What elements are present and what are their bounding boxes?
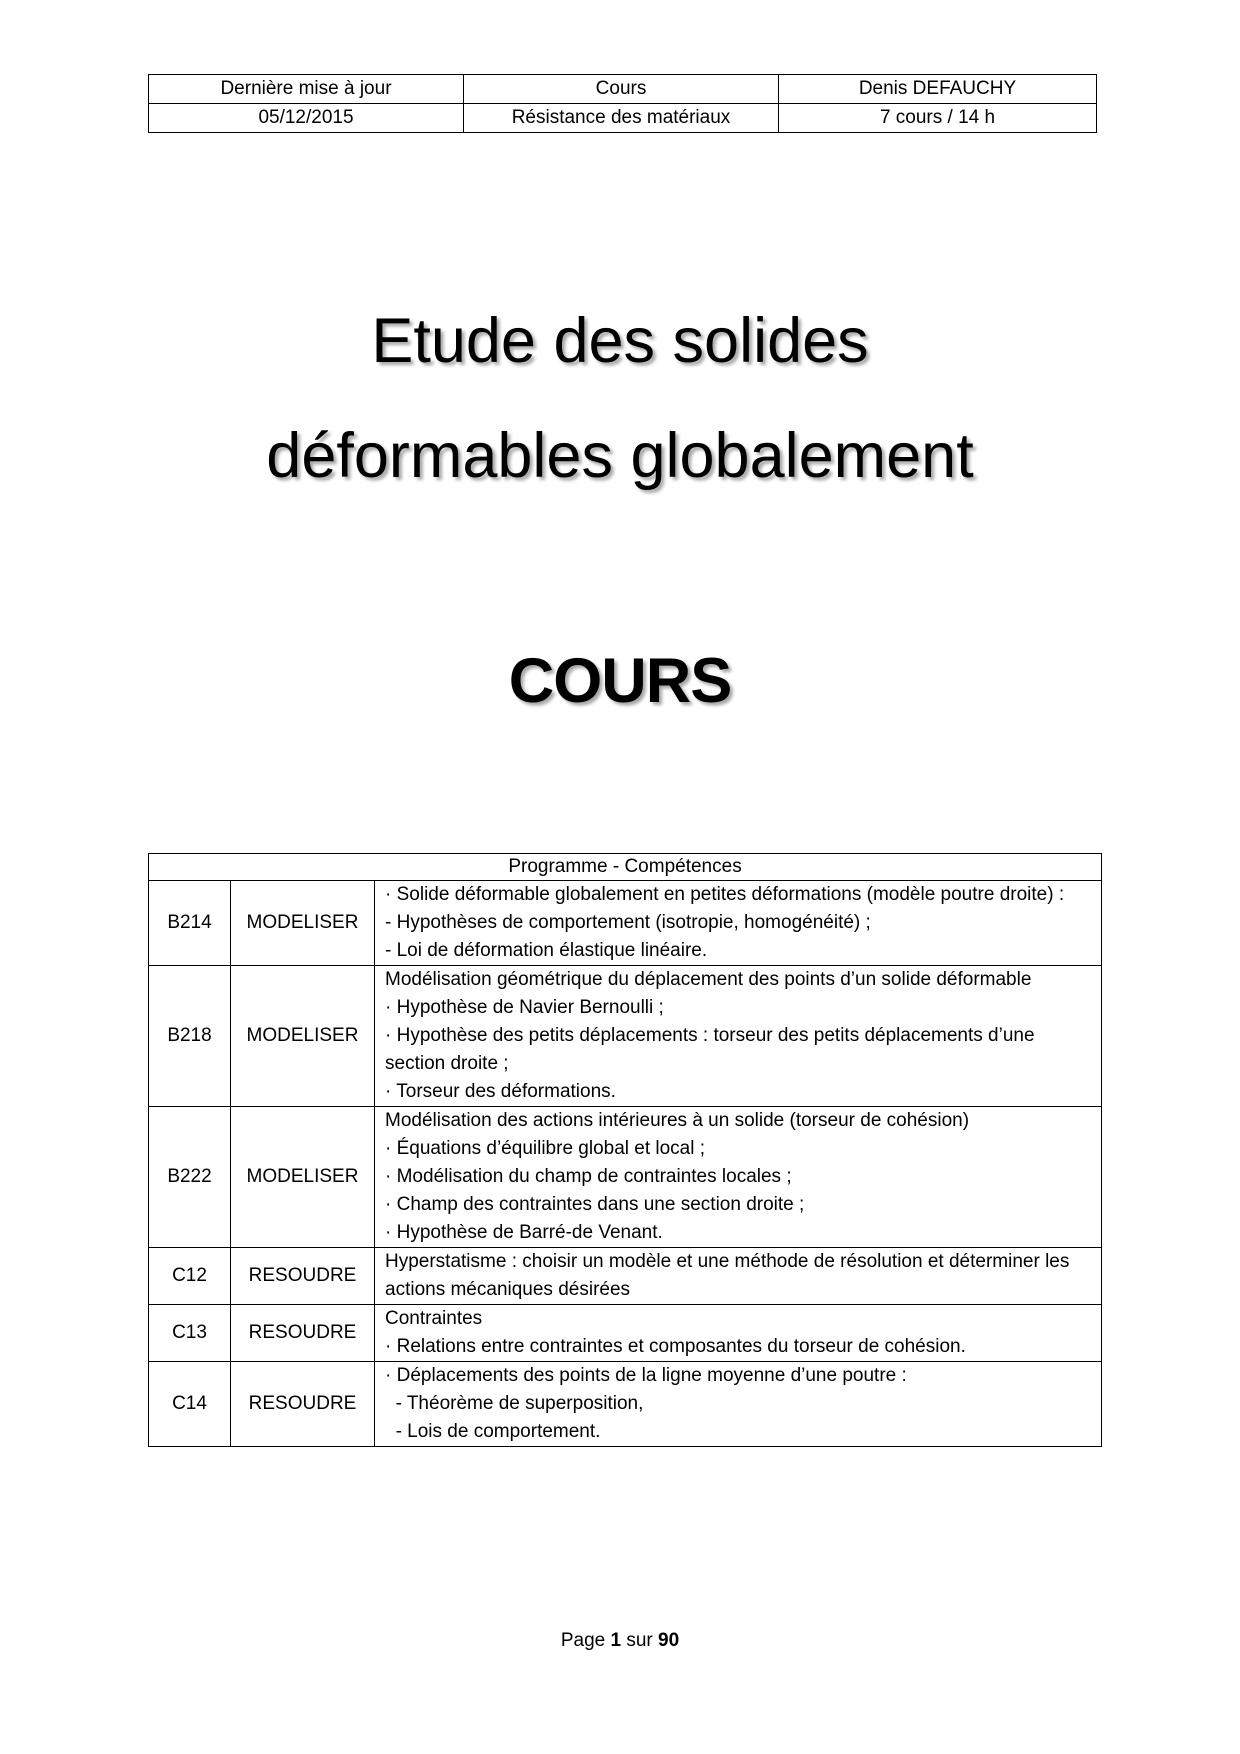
competence-description bbox=[375, 1362, 1102, 1447]
description-line: · Champ des contraintes dans une section droite ; bbox=[385, 1194, 805, 1215]
document-title-line-2: déformables globalement bbox=[266, 421, 974, 491]
document-subtitle: COURS bbox=[508, 646, 732, 716]
competence-description bbox=[375, 1107, 1102, 1248]
program-row bbox=[149, 966, 1102, 1107]
description-line: · Hypothèse de Navier Bernoulli ; bbox=[385, 997, 664, 1018]
footer-current-page: 1 bbox=[610, 1630, 622, 1651]
competence-code: C12 bbox=[149, 1248, 231, 1305]
program-row bbox=[149, 1305, 1102, 1362]
header-cell-update-label: Dernière mise à jour bbox=[149, 75, 464, 104]
header-cell-date: 05/12/2015 bbox=[149, 104, 464, 133]
header-cell-author: Denis DEFAUCHY bbox=[779, 75, 1097, 104]
header-cell-duration: 7 cours / 14 h bbox=[779, 104, 1097, 133]
competence-code: C13 bbox=[149, 1305, 231, 1362]
competence-verb: RESOUDRE bbox=[231, 1305, 375, 1362]
footer-prefix: Page bbox=[560, 1630, 611, 1651]
competence-description bbox=[375, 1305, 1102, 1362]
description-line: · Relations entre contraintes et composantes du torseur de cohésion. bbox=[385, 1336, 966, 1357]
competence-code: B222 bbox=[149, 1107, 231, 1248]
competence-verb: RESOUDRE bbox=[231, 1362, 375, 1447]
description-line: · Hypothèse des petits déplacements : torseur des petits déplacements d’une section droite ; bbox=[385, 1025, 1040, 1074]
header-cell-subject: Résistance des matériaux bbox=[464, 104, 779, 133]
competence-description bbox=[375, 881, 1102, 966]
competence-code: B214 bbox=[149, 881, 231, 966]
competence-description bbox=[375, 1248, 1102, 1305]
header-cell-type-label: Cours bbox=[464, 75, 779, 104]
program-table bbox=[148, 853, 1102, 1447]
description-line: - Lois de comportement. bbox=[385, 1421, 601, 1442]
competence-verb: RESOUDRE bbox=[231, 1248, 375, 1305]
program-row bbox=[149, 1248, 1102, 1305]
description-line: · Solide déformable globalement en petites déformations (modèle poutre droite) : bbox=[385, 884, 1065, 905]
competence-verb: MODELISER bbox=[231, 881, 375, 966]
program-row bbox=[149, 881, 1102, 966]
competence-verb: MODELISER bbox=[231, 1107, 375, 1248]
footer-middle: sur bbox=[621, 1630, 659, 1651]
document-title-line-1: Etude des solides bbox=[371, 306, 869, 376]
program-heading: Programme - Compétences bbox=[149, 854, 1102, 881]
description-line: - Hypothèses de comportement (isotropie, homogénéité) ; bbox=[385, 912, 871, 933]
description-line: · Équations d’équilibre global et local ; bbox=[385, 1138, 706, 1159]
description-line: Modélisation géométrique du déplacement des points d’un solide déformable bbox=[385, 969, 1032, 990]
description-line: · Hypothèse de Barré-de Venant. bbox=[385, 1222, 663, 1243]
description-line: - Théorème de superposition, bbox=[385, 1393, 644, 1414]
program-row bbox=[149, 1107, 1102, 1248]
competence-code: C14 bbox=[149, 1362, 231, 1447]
description-line: Contraintes bbox=[385, 1308, 483, 1329]
program-body bbox=[149, 881, 1102, 1447]
header-row bbox=[149, 104, 1097, 133]
competence-code: B218 bbox=[149, 966, 231, 1107]
description-line: · Déplacements des points de la ligne moyenne d’une poutre : bbox=[385, 1365, 907, 1386]
program-heading-row bbox=[149, 854, 1102, 881]
competence-verb: MODELISER bbox=[231, 966, 375, 1107]
description-line: Modélisation des actions intérieures à un solide (torseur de cohésion) bbox=[385, 1110, 970, 1131]
program-row bbox=[149, 1362, 1102, 1447]
description-line: · Torseur des déformations. bbox=[385, 1081, 616, 1102]
description-line: - Loi de déformation élastique linéaire. bbox=[385, 940, 708, 961]
description-line: · Modélisation du champ de contraintes locales ; bbox=[385, 1166, 792, 1187]
header-row bbox=[149, 75, 1097, 104]
description-line: Hyperstatisme : choisir un modèle et une méthode de résolution et déterminer les actions mécaniques désirées bbox=[385, 1251, 1075, 1300]
footer-total-pages: 90 bbox=[658, 1630, 680, 1651]
header-table bbox=[148, 74, 1097, 133]
page-footer bbox=[0, 1630, 1240, 1652]
competence-description bbox=[375, 966, 1102, 1107]
